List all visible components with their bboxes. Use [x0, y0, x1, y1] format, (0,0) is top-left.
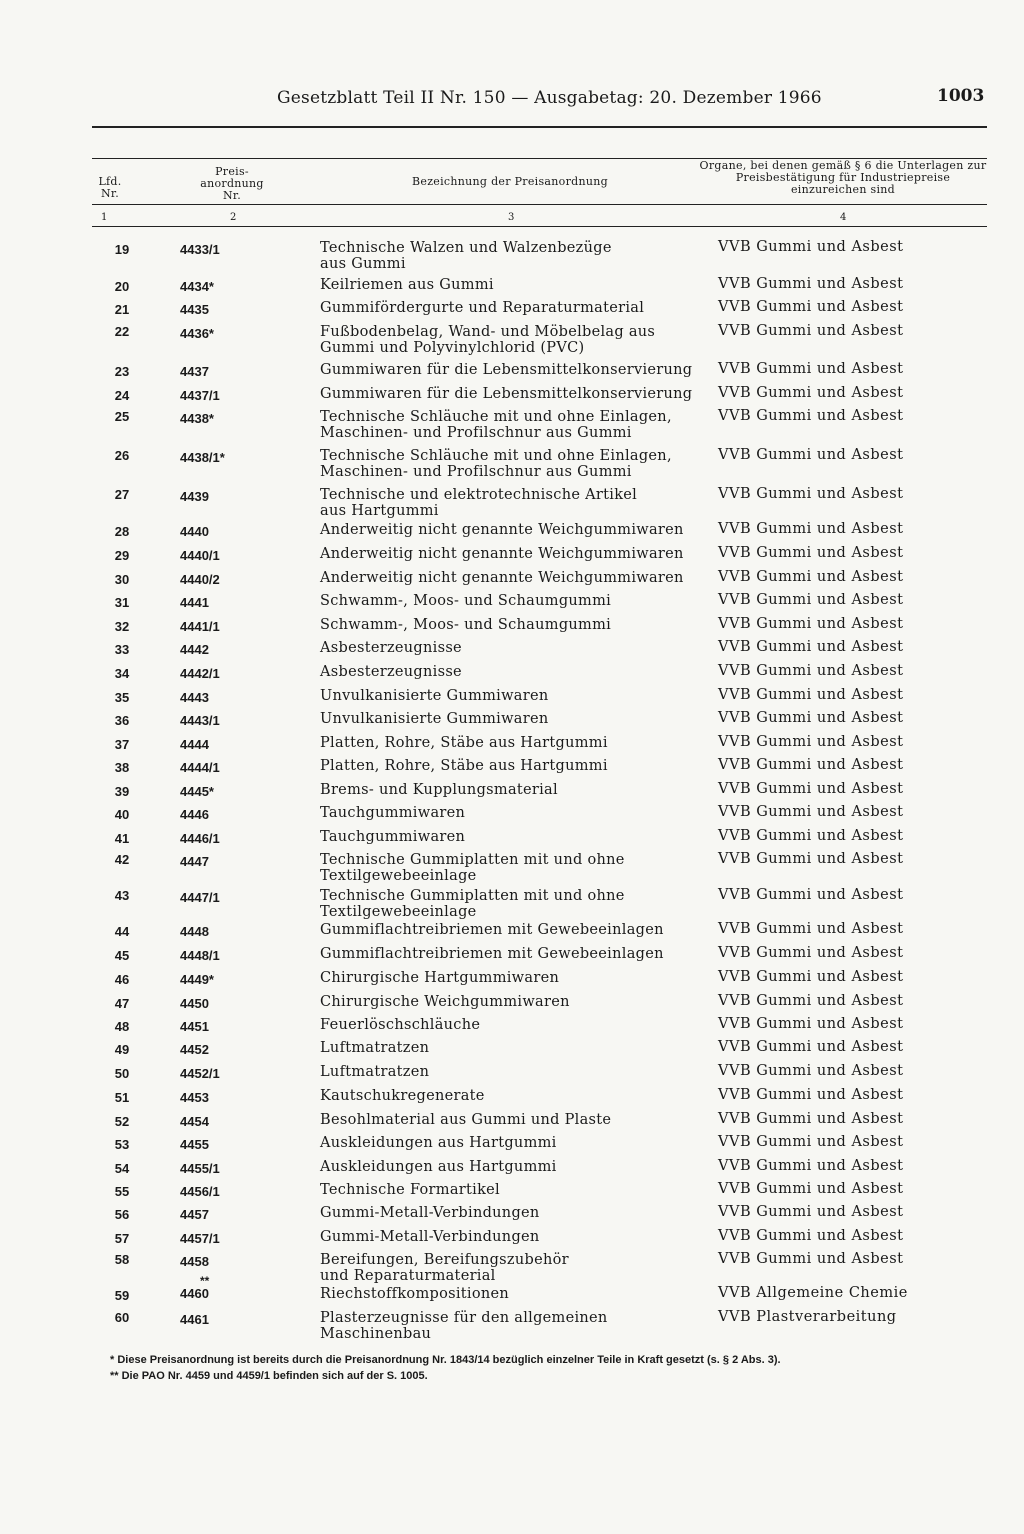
- lfd-nr: 44: [114, 924, 130, 939]
- bezeichnung-line: Gummifördergurte und Reparaturmaterial: [320, 300, 645, 316]
- footnote: * Diese Preisanordnung ist bereits durch die Preisanordnung Nr. 1843/14 bezüglich einzelner Teile in Kraft gesetzt (s. § 2 Abs. 3).: [110, 1354, 781, 1366]
- preisanordnung-nr: [180, 1254, 290, 1270]
- preisanordnung-nr: [180, 784, 290, 800]
- lfd-nr: 50: [114, 1066, 130, 1081]
- organ: VVB Gummi und Asbest: [718, 239, 904, 255]
- bezeichnung: [320, 1159, 720, 1175]
- preisanordnung-value: 4439: [180, 489, 209, 504]
- organ: VVB Gummi und Asbest: [718, 1204, 904, 1220]
- bezeichnung: [320, 300, 720, 316]
- organ: VVB Allgemeine Chemie: [718, 1285, 908, 1301]
- bezeichnung-line: Maschinen- und Profilschnur aus Gummi: [320, 464, 632, 480]
- preisanordnung-nr: [180, 1137, 290, 1153]
- lfd-nr: 43: [114, 888, 130, 903]
- lfd-nr: 46: [114, 972, 130, 987]
- bezeichnung-line: Technische Gummiplatten mit und ohne: [320, 888, 625, 904]
- preisanordnung-value: 4455/1: [180, 1161, 220, 1176]
- lfd-nr: 58: [114, 1252, 130, 1267]
- bezeichnung: [320, 1252, 720, 1284]
- bezeichnung: [320, 1205, 720, 1221]
- preisanordnung-nr: [180, 619, 290, 635]
- organ: VVB Gummi und Asbest: [718, 299, 904, 315]
- bezeichnung: [320, 1135, 720, 1151]
- column-number: 3: [508, 212, 515, 223]
- bezeichnung: [320, 1229, 720, 1245]
- preisanordnung-nr: [180, 1019, 290, 1035]
- preisanordnung-nr: [180, 642, 290, 658]
- bezeichnung: [320, 664, 720, 680]
- lfd-nr: 41: [114, 831, 130, 846]
- lfd-nr: 47: [114, 996, 130, 1011]
- bezeichnung: [320, 829, 720, 845]
- organ: VVB Gummi und Asbest: [718, 969, 904, 985]
- preisanordnung-value: 4448: [180, 924, 209, 939]
- lfd-nr: 27: [114, 487, 130, 502]
- bezeichnung: [320, 324, 720, 356]
- bezeichnung-line: Bereifungen, Bereifungszubehör: [320, 1252, 569, 1268]
- bezeichnung-line: Tauchgummiwaren: [320, 805, 466, 821]
- bezeichnung: [320, 1286, 720, 1302]
- organ: VVB Gummi und Asbest: [718, 1039, 904, 1055]
- bezeichnung-line: Gummi-Metall-Verbindungen: [320, 1205, 540, 1221]
- organ: VVB Gummi und Asbest: [718, 486, 904, 502]
- bezeichnung-line: Tauchgummiwaren: [320, 829, 466, 845]
- preisanordnung-nr: [180, 807, 290, 823]
- preisanordnung-value: 4457/1: [180, 1231, 220, 1246]
- column-header-lfd: Lfd. Nr.: [98, 175, 122, 200]
- bezeichnung-line: Technische Gummiplatten mit und ohne: [320, 852, 625, 868]
- bezeichnung: [320, 805, 720, 821]
- bezeichnung: [320, 640, 720, 656]
- bezeichnung-line: Maschinenbau: [320, 1326, 432, 1342]
- preisanordnung-value: 4434*: [180, 279, 214, 294]
- preisanordnung-value: 4457: [180, 1207, 209, 1222]
- preisanordnung-nr: [180, 1161, 290, 1177]
- lfd-nr: 38: [114, 760, 130, 775]
- preisanordnung-value: 4453: [180, 1090, 209, 1105]
- organ: VVB Gummi und Asbest: [718, 945, 904, 961]
- lfd-nr: 26: [114, 448, 130, 463]
- organ: VVB Gummi und Asbest: [718, 828, 904, 844]
- bezeichnung-line: Textilgewebeeinlage: [320, 868, 477, 884]
- page-header: [0, 88, 1024, 112]
- preisanordnung-nr: [180, 690, 290, 706]
- preisanordnung-nr: [180, 1184, 290, 1200]
- bezeichnung: [320, 922, 720, 938]
- bezeichnung-line: Anderweitig nicht genannte Weichgummiwaren: [320, 522, 684, 538]
- organ: VVB Gummi und Asbest: [718, 887, 904, 903]
- preisanordnung-value: 4437/1: [180, 388, 220, 403]
- organ: VVB Gummi und Asbest: [718, 521, 904, 537]
- bezeichnung: [320, 487, 720, 519]
- preisanordnung-nr: [180, 972, 290, 988]
- preisanordnung-nr: [180, 1066, 290, 1082]
- bezeichnung: [320, 711, 720, 727]
- footnotes: [110, 1352, 781, 1384]
- organ: VVB Gummi und Asbest: [718, 385, 904, 401]
- header-title: Gesetzblatt Teil II Nr. 150 — Ausgabetag: 20. Dezember 1966: [277, 88, 822, 108]
- bezeichnung-line: Gummi-Metall-Verbindungen: [320, 1229, 540, 1245]
- preisanordnung-nr: [180, 713, 290, 729]
- preisanordnung-value: 4433/1: [180, 242, 220, 257]
- preisanordnung-nr: [180, 279, 290, 295]
- preisanordnung-value: 4443: [180, 690, 209, 705]
- organ: VVB Gummi und Asbest: [718, 921, 904, 937]
- organ: VVB Gummi und Asbest: [718, 757, 904, 773]
- preisanordnung-value: 4436*: [180, 326, 214, 341]
- preisanordnung-nr: [180, 760, 290, 776]
- preisanordnung-nr: [180, 326, 290, 342]
- bezeichnung: [320, 970, 720, 986]
- lfd-nr: 53: [114, 1137, 130, 1152]
- bezeichnung: [320, 1040, 720, 1056]
- preisanordnung-value: 4440/2: [180, 572, 220, 587]
- preisanordnung-nr: [180, 1114, 290, 1130]
- bezeichnung-line: Gummiwaren für die Lebensmittelkonservierung: [320, 362, 693, 378]
- preisanordnung-value: 4441/1: [180, 619, 220, 634]
- organ: VVB Gummi und Asbest: [718, 993, 904, 1009]
- preisanordnung-value: 4438/1*: [180, 450, 225, 465]
- preisanordnung-value: 4446/1: [180, 831, 220, 846]
- bezeichnung-line: Technische Schläuche mit und ohne Einlagen,: [320, 409, 672, 425]
- organ: VVB Gummi und Asbest: [718, 734, 904, 750]
- organ: VVB Gummi und Asbest: [718, 1134, 904, 1150]
- bezeichnung: [320, 593, 720, 609]
- bezeichnung: [320, 688, 720, 704]
- preisanordnung-value: 4460: [180, 1286, 209, 1301]
- column-header-preis: Preis- anordnung Nr.: [200, 165, 264, 202]
- bezeichnung: [320, 362, 720, 378]
- lfd-nr: 23: [114, 364, 130, 379]
- bezeichnung: [320, 1017, 720, 1033]
- organ: VVB Gummi und Asbest: [718, 804, 904, 820]
- preisanordnung-nr: [180, 388, 290, 404]
- lfd-nr: 35: [114, 690, 130, 705]
- bezeichnung-line: Textilgewebeeinlage: [320, 904, 477, 920]
- organ: VVB Gummi und Asbest: [718, 1087, 904, 1103]
- lfd-nr: 40: [114, 807, 130, 822]
- organ: VVB Gummi und Asbest: [718, 1181, 904, 1197]
- bezeichnung: [320, 1182, 720, 1198]
- organ: VVB Gummi und Asbest: [718, 851, 904, 867]
- preisanordnung-nr: [180, 548, 290, 564]
- preisanordnung-value: 4440/1: [180, 548, 220, 563]
- organ: VVB Gummi und Asbest: [718, 1111, 904, 1127]
- lfd-nr: 28: [114, 524, 130, 539]
- organ: VVB Gummi und Asbest: [718, 781, 904, 797]
- footnote-mark: **: [200, 1274, 210, 1288]
- bezeichnung-line: Platten, Rohre, Stäbe aus Hartgummi: [320, 735, 608, 751]
- lfd-nr: 45: [114, 948, 130, 963]
- lfd-nr: 34: [114, 666, 130, 681]
- bezeichnung-line: Technische Schläuche mit und ohne Einlagen,: [320, 448, 672, 464]
- preisanordnung-nr: [180, 948, 290, 964]
- column-number: 2: [230, 212, 237, 223]
- bezeichnung: [320, 546, 720, 562]
- bezeichnung: [320, 448, 720, 480]
- lfd-nr: 59: [114, 1288, 130, 1303]
- organ: VVB Plastverarbeitung: [718, 1309, 897, 1325]
- bezeichnung-line: Brems- und Kupplungsmaterial: [320, 782, 558, 798]
- organ: VVB Gummi und Asbest: [718, 569, 904, 585]
- bezeichnung: [320, 1112, 720, 1128]
- bezeichnung-line: Auskleidungen aus Hartgummi: [320, 1135, 557, 1151]
- bezeichnung-line: Riechstoffkompositionen: [320, 1286, 510, 1302]
- bezeichnung-line: Chirurgische Hartgummiwaren: [320, 970, 560, 986]
- bezeichnung-line: Luftmatratzen: [320, 1064, 430, 1080]
- organ: VVB Gummi und Asbest: [718, 1063, 904, 1079]
- bezeichnung: [320, 782, 720, 798]
- bezeichnung: [320, 1088, 720, 1104]
- lfd-nr: 20: [114, 279, 130, 294]
- lfd-nr: 42: [114, 852, 130, 867]
- preisanordnung-nr: [180, 524, 290, 540]
- bezeichnung-line: Unvulkanisierte Gummiwaren: [320, 688, 549, 704]
- column-number: 4: [840, 212, 847, 223]
- preisanordnung-value: 4450: [180, 996, 209, 1011]
- bezeichnung-line: aus Gummi: [320, 256, 406, 272]
- lfd-nr: 60: [114, 1310, 130, 1325]
- preisanordnung-nr: [180, 302, 290, 318]
- bezeichnung-line: Gummiflachtreibriemen mit Gewebeeinlagen: [320, 946, 664, 962]
- bezeichnung-line: Technische Walzen und Walzenbezüge: [320, 240, 612, 256]
- header-bottom-rule: [92, 204, 987, 205]
- preisanordnung-value: 4456/1: [180, 1184, 220, 1199]
- lfd-nr: 30: [114, 572, 130, 587]
- bezeichnung-line: Feuerlöschschläuche: [320, 1017, 481, 1033]
- column-number-rule: [92, 226, 987, 227]
- lfd-nr: 51: [114, 1090, 130, 1105]
- bezeichnung: [320, 946, 720, 962]
- lfd-nr: 19: [114, 242, 130, 257]
- bezeichnung-line: Platten, Rohre, Stäbe aus Hartgummi: [320, 758, 608, 774]
- bezeichnung-line: Chirurgische Weichgummiwaren: [320, 994, 570, 1010]
- organ: VVB Gummi und Asbest: [718, 408, 904, 424]
- lfd-nr: 57: [114, 1231, 130, 1246]
- organ: VVB Gummi und Asbest: [718, 447, 904, 463]
- organ: VVB Gummi und Asbest: [718, 663, 904, 679]
- preisanordnung-nr: [180, 411, 290, 427]
- preisanordnung-value: 4454: [180, 1114, 209, 1129]
- bezeichnung-line: Anderweitig nicht genannte Weichgummiwaren: [320, 546, 684, 562]
- bezeichnung-line: Asbesterzeugnisse: [320, 640, 462, 656]
- preisanordnung-value: 4442/1: [180, 666, 220, 681]
- preisanordnung-value: 4458: [180, 1254, 209, 1269]
- bezeichnung-line: Fußbodenbelag, Wand- und Möbelbelag aus: [320, 324, 656, 340]
- preisanordnung-value: 4444/1: [180, 760, 220, 775]
- preisanordnung-value: 4445*: [180, 784, 214, 799]
- lfd-nr: 25: [114, 409, 130, 424]
- preisanordnung-nr: [180, 831, 290, 847]
- bezeichnung: [320, 888, 720, 920]
- column-header-organe: Organe, bei denen gemäß § 6 die Unterlagen zur Preisbestätigung für Industriepreise einzureichen sind: [699, 159, 987, 196]
- column-number: 1: [101, 212, 108, 223]
- lfd-nr: 31: [114, 595, 130, 610]
- bezeichnung-line: Technische und elektrotechnische Artikel: [320, 487, 638, 503]
- preisanordnung-value: 4438*: [180, 411, 214, 426]
- lfd-nr: 36: [114, 713, 130, 728]
- lfd-nr: 52: [114, 1114, 130, 1129]
- preisanordnung-nr: [180, 666, 290, 682]
- preisanordnung-nr: [180, 572, 290, 588]
- preisanordnung-nr: [180, 890, 290, 906]
- lfd-nr: 48: [114, 1019, 130, 1034]
- organ: VVB Gummi und Asbest: [718, 361, 904, 377]
- lfd-nr: 21: [114, 302, 130, 317]
- preisanordnung-nr: [180, 1042, 290, 1058]
- bezeichnung-line: Maschinen- und Profilschnur aus Gummi: [320, 425, 632, 441]
- bezeichnung: [320, 735, 720, 751]
- lfd-nr: 49: [114, 1042, 130, 1057]
- preisanordnung-nr: [180, 595, 290, 611]
- preisanordnung-nr: [180, 242, 290, 258]
- bezeichnung: [320, 994, 720, 1010]
- page-number: 1003: [937, 86, 985, 106]
- bezeichnung-line: aus Hartgummi: [320, 503, 439, 519]
- preisanordnung-value: 4441: [180, 595, 209, 610]
- preisanordnung-value: 4447: [180, 854, 209, 869]
- bezeichnung-line: Keilriemen aus Gummi: [320, 277, 494, 293]
- preisanordnung-nr: [180, 1207, 290, 1223]
- organ: VVB Gummi und Asbest: [718, 687, 904, 703]
- lfd-nr: 22: [114, 324, 130, 339]
- preisanordnung-value: 4442: [180, 642, 209, 657]
- preisanordnung-nr: [180, 854, 290, 870]
- organ: VVB Gummi und Asbest: [718, 1016, 904, 1032]
- preisanordnung-nr: [180, 1274, 290, 1302]
- preisanordnung-value: 4461: [180, 1312, 209, 1327]
- bezeichnung-line: Gummiflachtreibriemen mit Gewebeeinlagen: [320, 922, 664, 938]
- preisanordnung-nr: [180, 364, 290, 380]
- bezeichnung: [320, 852, 720, 884]
- lfd-nr: 24: [114, 388, 130, 403]
- bezeichnung-line: und Reparaturmaterial: [320, 1268, 496, 1284]
- preisanordnung-nr: [180, 489, 290, 505]
- preisanordnung-value: 4440: [180, 524, 209, 539]
- preisanordnung-value: 4447/1: [180, 890, 220, 905]
- preisanordnung-value: 4446: [180, 807, 209, 822]
- lfd-nr: 33: [114, 642, 130, 657]
- bezeichnung-line: Anderweitig nicht genannte Weichgummiwaren: [320, 570, 684, 586]
- organ: VVB Gummi und Asbest: [718, 1251, 904, 1267]
- bezeichnung-line: Schwamm-, Moos- und Schaumgummi: [320, 617, 612, 633]
- lfd-nr: 32: [114, 619, 130, 634]
- organ: VVB Gummi und Asbest: [718, 1228, 904, 1244]
- bezeichnung: [320, 617, 720, 633]
- preisanordnung-nr: [180, 996, 290, 1012]
- organ: VVB Gummi und Asbest: [718, 592, 904, 608]
- bezeichnung: [320, 522, 720, 538]
- preisanordnung-value: 4455: [180, 1137, 209, 1152]
- organ: VVB Gummi und Asbest: [718, 616, 904, 632]
- bezeichnung-line: Asbesterzeugnisse: [320, 664, 462, 680]
- bezeichnung: [320, 386, 720, 402]
- lfd-nr: 29: [114, 548, 130, 563]
- bezeichnung: [320, 570, 720, 586]
- lfd-nr: 39: [114, 784, 130, 799]
- bezeichnung: [320, 240, 720, 272]
- preisanordnung-value: 4437: [180, 364, 209, 379]
- organ: VVB Gummi und Asbest: [718, 545, 904, 561]
- preisanordnung-value: 4435: [180, 302, 209, 317]
- bezeichnung-line: Auskleidungen aus Hartgummi: [320, 1159, 557, 1175]
- preisanordnung-value: 4443/1: [180, 713, 220, 728]
- preisanordnung-value: 4452/1: [180, 1066, 220, 1081]
- preisanordnung-value: 4452: [180, 1042, 209, 1057]
- bezeichnung-line: Gummi und Polyvinylchlorid (PVC): [320, 340, 585, 356]
- bezeichnung-line: Gummiwaren für die Lebensmittelkonservierung: [320, 386, 693, 402]
- organ: VVB Gummi und Asbest: [718, 710, 904, 726]
- bezeichnung-line: Luftmatratzen: [320, 1040, 430, 1056]
- bezeichnung-line: Besohlmaterial aus Gummi und Plaste: [320, 1112, 612, 1128]
- bezeichnung: [320, 1310, 720, 1342]
- preisanordnung-value: 4444: [180, 737, 209, 752]
- bezeichnung-line: Technische Formartikel: [320, 1182, 500, 1198]
- preisanordnung-value: 4448/1: [180, 948, 220, 963]
- footnote: ** Die PAO Nr. 4459 und 4459/1 befinden sich auf der S. 1005.: [110, 1370, 428, 1382]
- bezeichnung: [320, 758, 720, 774]
- preisanordnung-nr: [180, 924, 290, 940]
- bezeichnung-line: Schwamm-, Moos- und Schaumgummi: [320, 593, 612, 609]
- bezeichnung: [320, 1064, 720, 1080]
- preisanordnung-value: 4451: [180, 1019, 209, 1034]
- bezeichnung: [320, 409, 720, 441]
- preisanordnung-nr: [180, 1090, 290, 1106]
- lfd-nr: 55: [114, 1184, 130, 1199]
- bezeichnung: [320, 277, 720, 293]
- preisanordnung-nr: [180, 1231, 290, 1247]
- preisanordnung-value: 4449*: [180, 972, 214, 987]
- organ: VVB Gummi und Asbest: [718, 323, 904, 339]
- preisanordnung-nr: [180, 1312, 290, 1328]
- preisanordnung-nr: [180, 737, 290, 753]
- organ: VVB Gummi und Asbest: [718, 639, 904, 655]
- lfd-nr: 37: [114, 737, 130, 752]
- bezeichnung-line: Unvulkanisierte Gummiwaren: [320, 711, 549, 727]
- organ: VVB Gummi und Asbest: [718, 1158, 904, 1174]
- lfd-nr: 56: [114, 1207, 130, 1222]
- preisanordnung-nr: [180, 450, 290, 466]
- organ: VVB Gummi und Asbest: [718, 276, 904, 292]
- bezeichnung-line: Plasterzeugnisse für den allgemeinen: [320, 1310, 608, 1326]
- column-header-bezeichnung: Bezeichnung der Preisanordnung: [412, 175, 608, 188]
- bezeichnung-line: Kautschukregenerate: [320, 1088, 485, 1104]
- header-rule: [92, 126, 987, 128]
- lfd-nr: 54: [114, 1161, 130, 1176]
